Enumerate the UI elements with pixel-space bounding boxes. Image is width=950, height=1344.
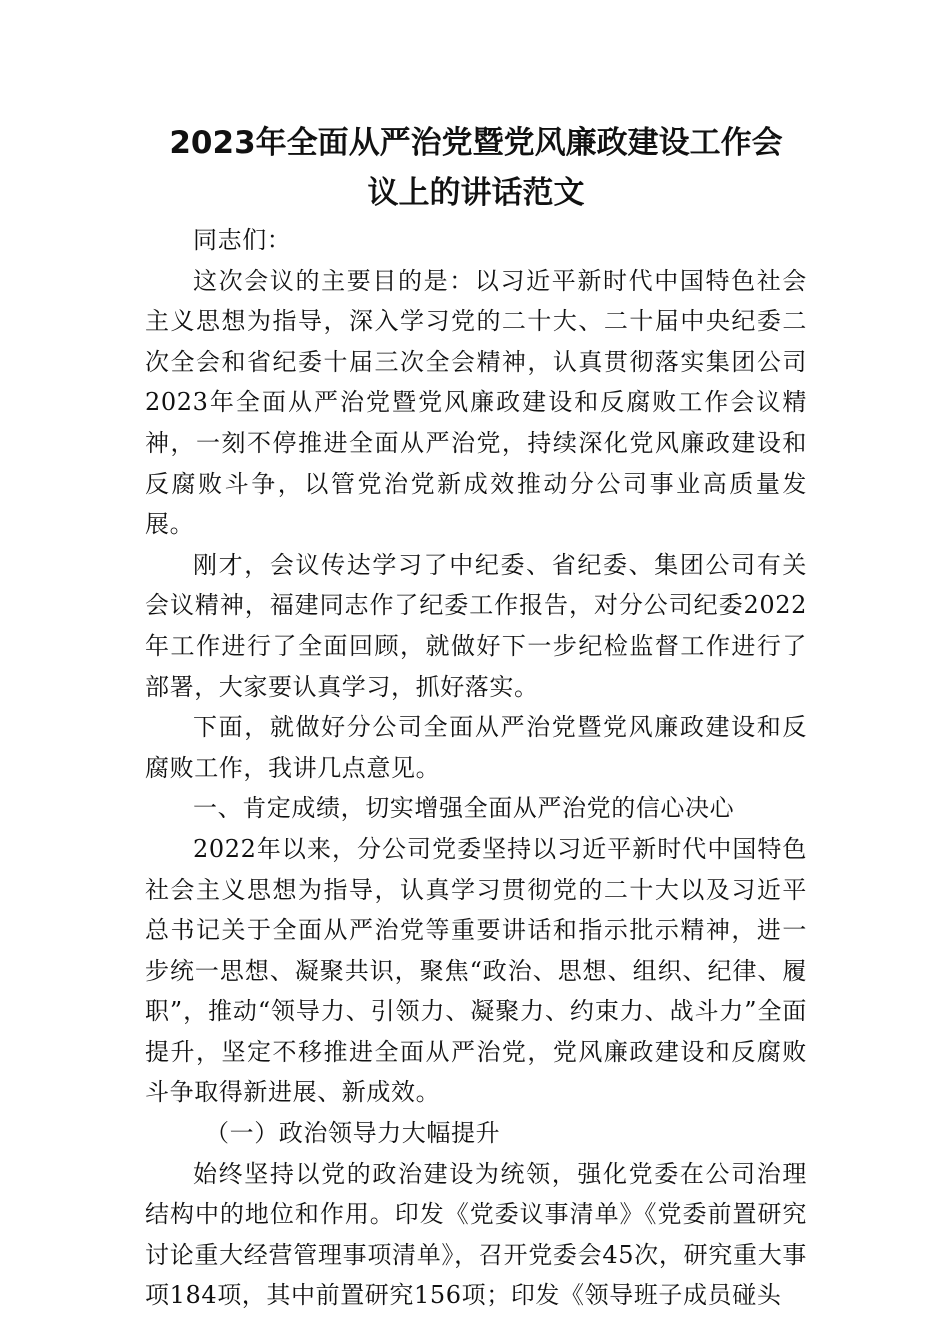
paragraph-achievements: 2022年以来，分公司党委坚持以习近平新时代中国特色社会主义思想为指导，认真学习贯彻党的二十大以及习近平总书记关于全面从严治党等重要讲话和指示批示精神，进一步统一思想、凝聚共识，聚焦“政治、思想、组织、纪律、履职”，推动“领导力、引领力、凝聚力、约束力、战斗力”全面提升，坚定不移推进全面从严治党，党风廉政建设和反腐败斗争取得新进展、新成效。 [145, 834, 807, 1107]
document-page [145, 118, 807, 1316]
paragraph-intro: 下面，就做好分公司全面从严治党暨党风廉政建设和反腐败工作，我讲几点意见。 [145, 713, 807, 782]
section-heading-1: 一、肯定成绩，切实增强全面从严治党的信心决心 [193, 794, 735, 823]
salutation: 同志们： [193, 226, 292, 254]
paragraph-political-leadership: 始终坚持以党的政治建设为统领，强化党委在公司治理结构中的地位和作用。印发《党委议事清单》《党委前置研究讨论重大经营管理事项清单》，召开党委会45次，研究重大事项184项，其中前置研究156项；印发《领导班子成员碰头 [145, 1159, 807, 1310]
paragraph-review: 刚才，会议传达学习了中纪委、省纪委、集团公司有关会议精神，福建同志作了纪委工作报告，对分公司纪委2022年工作进行了全面回顾，就做好下一步纪检监督工作进行了部署，大家要认真学习，抓好落实。 [145, 550, 807, 701]
subsection-heading-1: （一）政治领导力大幅提升 [205, 1119, 501, 1148]
title-line-1: 2023年全面从严治党暨党风廉政建设工作会 [169, 125, 783, 161]
paragraph-purpose: 这次会议的主要目的是：以习近平新时代中国特色社会主义思想为指导，深入学习党的二十大、二十届中央纪委二次全会和省纪委十届三次全会精神，认真贯彻落实集团公司2023年全面从严治党暨党风廉政建设和反腐败工作会议精神，一刻不停推进全面从严治党，持续深化党风廉政建设和反腐败斗争，以管党治党新成效推动分公司事业高质量发展。 [145, 266, 807, 539]
document-title [145, 118, 807, 218]
title-line-2: 议上的讲话范文 [367, 175, 585, 211]
